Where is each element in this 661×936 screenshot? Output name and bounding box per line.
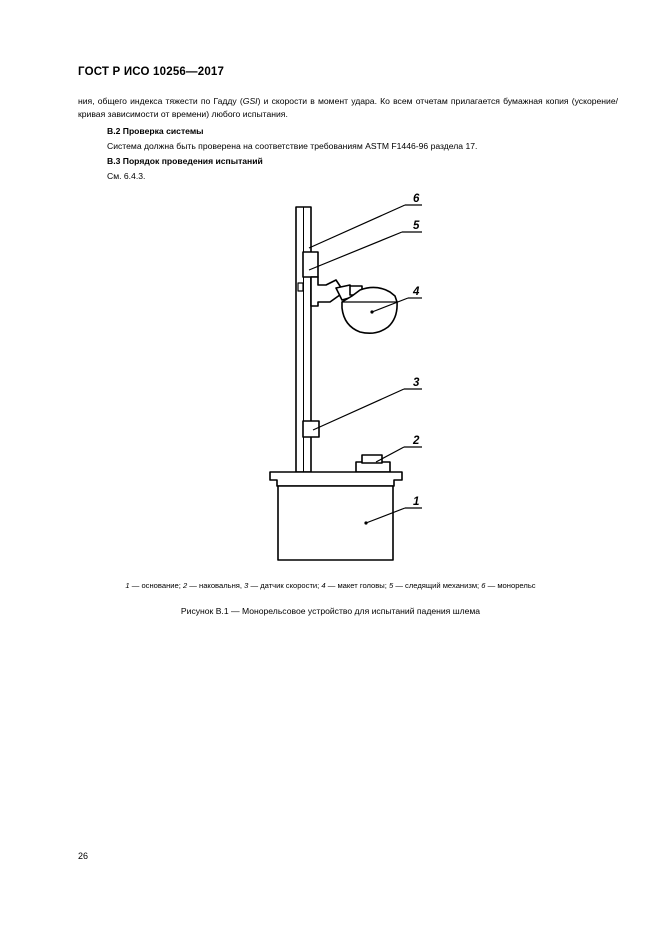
legend-num-2: 2 — [182, 581, 188, 590]
section-b3-title: В.3 Порядок проведения испытаний — [107, 156, 263, 166]
monorail-drop-apparatus-figure — [0, 190, 661, 570]
base — [278, 486, 393, 560]
callout-2: 2 — [413, 435, 420, 447]
document-header: ГОСТ Р ИСО 10256—2017 — [78, 66, 225, 78]
figure-legend — [0, 581, 661, 590]
callout-4: 4 — [413, 286, 420, 298]
legend-text-4: — макет головы; — [325, 581, 389, 590]
section-b3-text: См. 6.4.3. — [107, 171, 146, 181]
legend-num-1: 1 — [125, 581, 130, 590]
figure-caption: Рисунок В.1 — Монорельсовое устройство для испытаний падения шлема — [180, 606, 481, 616]
section-b2-title: В.2 Проверка системы — [107, 126, 204, 136]
callout-3: 3 — [413, 377, 420, 389]
paragraph-text-a: ния, общего индекса тяжести по Гадду ( — [78, 96, 243, 106]
follower-mechanism — [303, 252, 318, 277]
section-b2-text: Система должна быть проверена на соответствие требованиям ASTM F1446-96 раздела 17. — [107, 141, 478, 151]
legend-text-6: — монорельс — [485, 581, 536, 590]
legend-num-4: 4 — [321, 581, 326, 590]
page-number: 26 — [78, 851, 89, 861]
paragraph-text-b: ) и скорости в момент удара. Ко всем отчетам прилагается бумажная копия (ускорение/кривая зависимости от времени) любого испытания. — [78, 96, 618, 119]
legend-num-6: 6 — [481, 581, 486, 590]
legend-text-2: — наковальня, — [187, 581, 245, 590]
legend-text-1: — основание; — [129, 581, 183, 590]
paragraph-continuation — [78, 95, 618, 121]
legend-text-5: — следящий механизм; — [393, 581, 482, 590]
legend-num-5: 5 — [388, 581, 394, 590]
callout-1: 1 — [413, 496, 420, 508]
legend-text-3: — датчик скорости; — [248, 581, 322, 590]
callout-6: 6 — [413, 193, 420, 205]
callout-5: 5 — [413, 220, 420, 232]
gsi-abbreviation: GSI — [242, 96, 258, 106]
legend-num-3: 3 — [244, 581, 249, 590]
base-top-plate — [270, 472, 402, 486]
